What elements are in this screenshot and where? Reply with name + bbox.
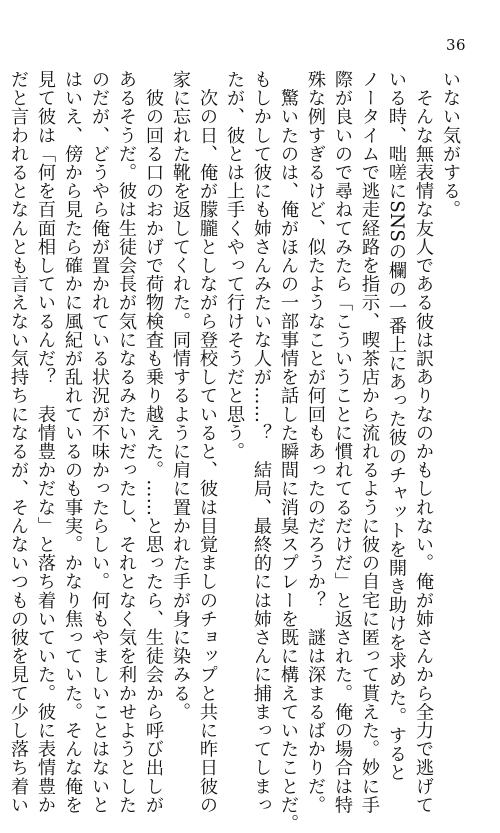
text-line: 家に忘れた靴を返してくれた。同情するように肩に置かれた手が身に染みる。 bbox=[170, 70, 191, 721]
text-line: あるそうだ。彼は生徒会長が気になるみたいだったし、それとなく気を利かせようとした bbox=[116, 70, 137, 814]
text-line: 見て彼は「何を百面相しているんだ？ 表情豊かだな」と落ち着いていた。彼に表情豊か bbox=[35, 70, 56, 814]
text-line: 次の日、俺が朦朧としながら登校していると、彼は目覚ましのチョップと共に昨日彼の bbox=[197, 70, 218, 814]
text-line: 彼の回る口のおかげで荷物検査も乗り越えた。……と思ったら、生徒会から呼び出しが bbox=[143, 70, 164, 814]
text-line: もしかして彼にも姉さんみたいな人が……？ 結局、最終的には姉さんに捕まってしまっ bbox=[251, 70, 272, 814]
text-line: はいえ、傍から見たら確かに風紀が乱れているのも事実。かなり焦っていた。そんな俺を bbox=[62, 70, 83, 814]
text-line: 殊な例すぎるけど、似たようなことが何回もあったのだろうか？ 謎は深まるばかりだ。 bbox=[305, 70, 326, 814]
text-line: いる時、咄嗟にSNSの欄の一番上にあった彼のチャットを開き助けを求めた。すると bbox=[386, 70, 407, 782]
body-text bbox=[8, 70, 464, 833]
text-line: だと言われるとなんとも言えない気持ちになるが、そんないつもの彼を見て少し落ち着い bbox=[8, 70, 29, 814]
text-line: ノータイムで逃走経路を指示、喫茶店から流れるように彼の自宅に匿って貰えた。妙に手 bbox=[359, 70, 380, 814]
text-line: そんな無表情な友人である彼は訳ありなのかもしれない。俺が姉さんから全力で逃げて bbox=[413, 70, 434, 814]
text-line: いない気がする。 bbox=[440, 70, 461, 219]
text-line: のだが、どうやら俺が置かれている状況が不味かったらしい。何もやましいことはないと bbox=[89, 70, 110, 814]
text-line: 驚いたのは、俺がほんの一部事情を話した瞬間に消臭スプレーを既に構えていたことだ。 bbox=[278, 70, 299, 833]
page-number: 36 bbox=[446, 36, 467, 54]
text-line: 際が良いので尋ねてみたら「こういうことに慣れてるだけだ」と返された。俺の場合は特 bbox=[332, 70, 353, 814]
text-line: たが、彼とは上手くやって行けそうだと思う。 bbox=[224, 70, 245, 461]
